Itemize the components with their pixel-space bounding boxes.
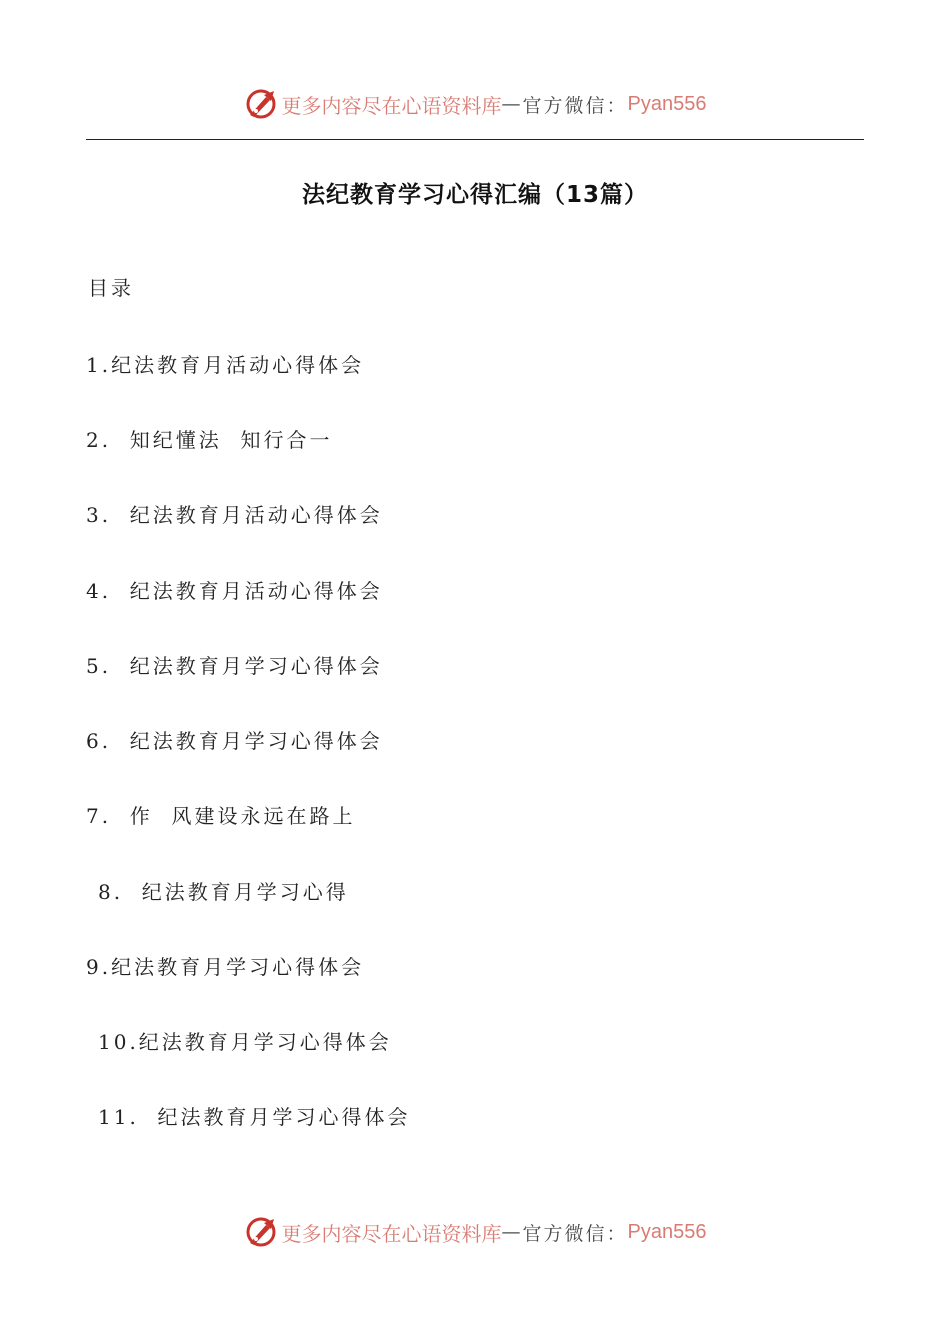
toc-item: 11. 纪法教育月学习心得体会 bbox=[98, 1105, 411, 1129]
toc-item: 8. 纪法教育月学习心得 bbox=[98, 880, 349, 904]
toc-item: 6. 纪法教育月学习心得体会 bbox=[86, 729, 383, 753]
banner-wechat-label: 官方微信： bbox=[522, 1222, 628, 1245]
pen-logo-icon bbox=[244, 87, 278, 121]
header-banner bbox=[0, 82, 950, 126]
toc-item: 9.纪法教育月学习心得体会 bbox=[86, 955, 365, 979]
banner-site-text: 更多内容尽在心语资料库 bbox=[281, 1221, 502, 1246]
banner-wechat-id: Pyan556 bbox=[627, 92, 707, 115]
header-divider bbox=[86, 139, 864, 140]
banner-site-text: 更多内容尽在心语资料库 bbox=[281, 93, 502, 118]
banner-wechat-id: Pyan556 bbox=[627, 1220, 707, 1243]
toc-item: 3. 纪法教育月活动心得体会 bbox=[86, 503, 383, 527]
toc-item: 4. 纪法教育月活动心得体会 bbox=[86, 579, 383, 603]
pen-logo-icon bbox=[244, 1215, 278, 1249]
toc-item: 10.纪法教育月学习心得体会 bbox=[98, 1030, 392, 1054]
banner-dash: — bbox=[501, 1221, 523, 1243]
banner-dash: — bbox=[501, 93, 523, 115]
banner-wechat-label: 官方微信： bbox=[522, 94, 628, 117]
toc-item: 2. 知纪懂法 知行合一 bbox=[86, 428, 333, 452]
document-title: 法纪教育学习心得汇编（13篇） bbox=[301, 182, 648, 208]
toc-heading: 目录 bbox=[88, 276, 134, 300]
toc-item: 5. 纪法教育月学习心得体会 bbox=[86, 654, 383, 678]
toc-item: 1.纪法教育月活动心得体会 bbox=[86, 353, 365, 377]
footer-banner bbox=[0, 1210, 950, 1254]
toc-item: 7. 作 风建设永远在路上 bbox=[86, 804, 356, 828]
